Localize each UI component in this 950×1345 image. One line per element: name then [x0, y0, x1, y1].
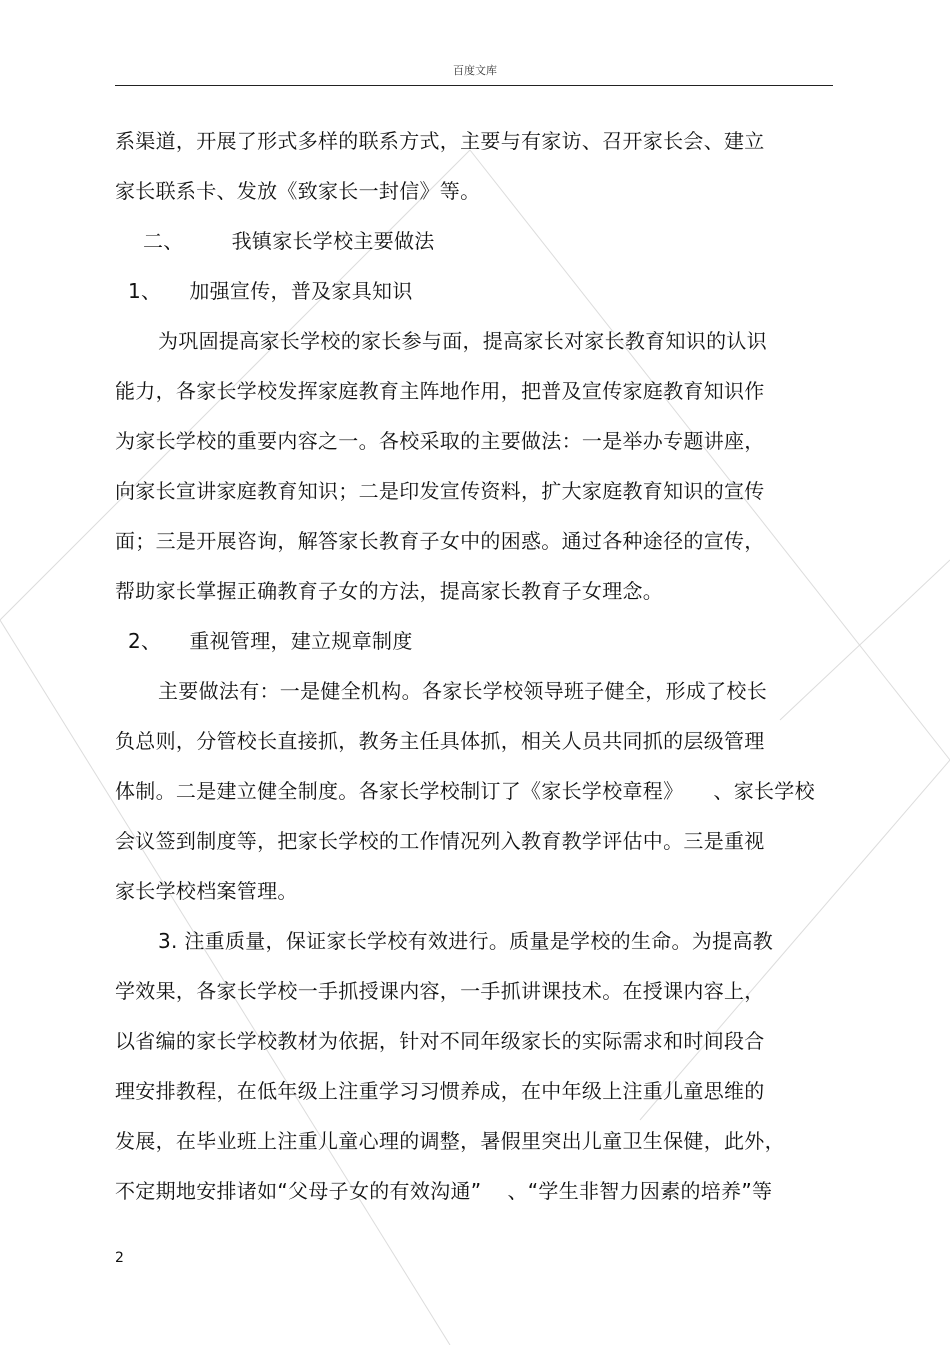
body-line: 帮助家长掌握正确教育子女的方法，提高家长教育子女理念。 — [115, 579, 664, 603]
body-line: 家长联系卡、发放《致家长一封信》等。 — [115, 179, 481, 203]
body-line: 发展，在毕业班上注重儿童心理的调整，暑假里突出儿童卫生保健，此外， — [115, 1129, 785, 1153]
item-heading — [128, 628, 413, 654]
header-rule — [115, 85, 833, 86]
body-line-part: 体制。二是建立健全制度。各家长学校制订了《家长学校章程》 — [115, 779, 684, 803]
body-line: 主要做法有：一是健全机构。各家长学校领导班子健全，形成了校长 — [158, 679, 767, 703]
item-number: 1、 — [128, 279, 162, 303]
item-heading — [128, 278, 413, 304]
item-number: 2、 — [128, 629, 162, 653]
body-line: 会议签到制度等，把家长学校的工作情况列入教育教学评估中。三是重视 — [115, 829, 765, 853]
body-line: 3. 注重质量，保证家长学校有效进行。质量是学校的生命。为提高教 — [158, 929, 774, 953]
section-title: 我镇家长学校主要做法 — [231, 229, 435, 253]
body-line: 为家长学校的重要内容之一。各校采取的主要做法：一是举办专题讲座， — [115, 429, 765, 453]
section-number: 二、 — [143, 229, 184, 253]
item-title: 加强宣传，普及家具知识 — [189, 279, 413, 303]
body-line: 以省编的家长学校教材为依据，针对不同年级家长的实际需求和时间段合 — [115, 1029, 765, 1053]
body-line: 家长学校档案管理。 — [115, 879, 298, 903]
body-line-part: 、“学生非智力因素的培养”等 — [507, 1179, 773, 1203]
body-line — [115, 1178, 772, 1204]
body-line: 能力，各家长学校发挥家庭教育主阵地作用，把普及宣传家庭教育知识作 — [115, 379, 765, 403]
body-line — [115, 778, 815, 804]
body-line: 面；三是开展咨询，解答家长教育子女中的困惑。通过各种途径的宣传， — [115, 529, 765, 553]
body-line: 学效果，各家长学校一手抓授课内容，一手抓讲课技术。在授课内容上， — [115, 979, 765, 1003]
body-line-part: 不定期地安排诸如“父母子女的有效沟通” — [115, 1179, 482, 1203]
section-heading — [143, 228, 435, 254]
body-line: 为巩固提高家长学校的家长参与面，提高家长对家长教育知识的认识 — [158, 329, 767, 353]
body-line: 系渠道，开展了形式多样的联系方式，主要与有家访、召开家长会、建立 — [115, 129, 765, 153]
body-line-part: 、家长学校 — [713, 779, 815, 803]
body-line: 理安排教程，在低年级上注重学习习惯养成，在中年级上注重儿童思维的 — [115, 1079, 765, 1103]
header-title: 百度文库 — [453, 64, 497, 77]
body-line: 向家长宣讲家庭教育知识；二是印发宣传资料，扩大家庭教育知识的宣传 — [115, 479, 765, 503]
page-number: 2 — [115, 1250, 124, 1266]
item-title: 重视管理，建立规章制度 — [189, 629, 413, 653]
body-line: 负总则，分管校长直接抓，教务主任具体抓，相关人员共同抓的层级管理 — [115, 729, 765, 753]
